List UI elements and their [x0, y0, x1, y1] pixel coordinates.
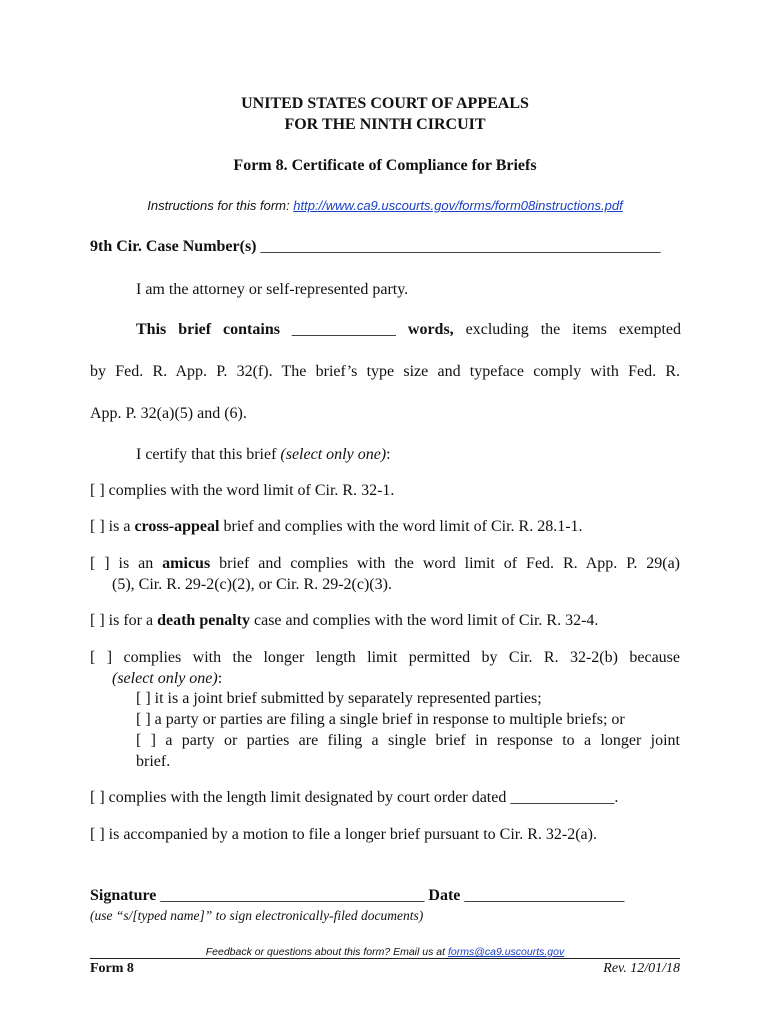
- word-count-bold-1: This brief contains: [136, 321, 280, 338]
- option-death-penalty-post: case and complies with the word limit of Cir. R. 32-4.: [254, 612, 599, 629]
- form-title: Form 8. Certificate of Compliance for Briefs: [233, 157, 537, 174]
- sub-option-multiple-briefs[interactable]: [ ] a party or parties are filing a single brief in response to multiple briefs; or: [136, 711, 625, 728]
- option-death-penalty-pre: [ ] is for a: [90, 612, 154, 629]
- option-cross-appeal[interactable]: [90, 518, 583, 536]
- certify-line: [136, 446, 391, 464]
- option-death-penalty[interactable]: [90, 612, 598, 630]
- option-amicus-bold: amicus: [162, 555, 211, 572]
- certify-select: (select only one): [280, 446, 387, 463]
- instructions-label: Instructions for this form:: [147, 198, 290, 213]
- option-amicus-pre: [ ] is an: [90, 555, 154, 572]
- option-amicus-post: brief and complies with the word limit of Fed. R. App. P. 29(a): [219, 555, 681, 572]
- footer-form-label: Form 8: [90, 961, 134, 976]
- option-longer-limit-select: [112, 670, 222, 688]
- case-number-field[interactable]: __________________________________________________: [260, 238, 661, 255]
- option-word-limit[interactable]: [ ] complies with the word limit of Cir. R. 32-1.: [90, 482, 395, 499]
- type-size-line-2: App. P. 32(a)(5) and (6).: [90, 405, 247, 422]
- option-longer-limit[interactable]: [ ] complies with the longer length limit permitted by Cir. R. 32-2(b) because: [90, 649, 680, 666]
- certify-colon: :: [386, 446, 391, 463]
- option-amicus-line2: (5), Cir. R. 29-2(c)(2), or Cir. R. 29-2(c)(3).: [112, 576, 392, 593]
- certify-text: I certify that this brief: [136, 446, 277, 463]
- footer-divider: [90, 958, 680, 959]
- signature-note: (use “s/[typed name]” to sign electronically-filed documents): [90, 908, 424, 923]
- option-amicus[interactable]: [90, 555, 680, 573]
- sub-option-longer-joint-brief[interactable]: [ ] a party or parties are filing a single brief in response to a longer joint: [136, 732, 680, 749]
- option-motion[interactable]: [ ] is accompanied by a motion to file a longer brief pursuant to Cir. R. 32-2(a).: [90, 826, 597, 843]
- word-count-field[interactable]: _____________: [291, 321, 396, 338]
- sub-option-joint-brief[interactable]: [ ] it is a joint brief submitted by separately represented parties;: [136, 690, 542, 707]
- word-count-rest: excluding the items exempted: [465, 321, 682, 338]
- instructions-link[interactable]: http://www.ca9.uscourts.gov/forms/form08instructions.pdf: [293, 198, 623, 213]
- date-field[interactable]: ____________________: [464, 887, 625, 904]
- court-name-line1: UNITED STATES COURT OF APPEALS: [241, 95, 529, 112]
- option-cross-appeal-post: brief and complies with the word limit of Cir. R. 28.1-1.: [223, 518, 583, 535]
- type-size-line: by Fed. R. App. P. 32(f). The brief’s type size and typeface comply with Fed. R.: [90, 363, 680, 380]
- feedback-email-link[interactable]: forms@ca9.uscourts.gov: [447, 946, 565, 958]
- word-count-bold-2: words,: [407, 321, 454, 338]
- case-number-label: 9th Cir. Case Number(s): [90, 238, 257, 255]
- footer-revision: Rev. 12/01/18: [603, 961, 680, 976]
- feedback-text: Feedback or questions about this form? Email us at: [205, 946, 446, 958]
- option-court-order[interactable]: [ ] complies with the length limit designated by court order dated _____________.: [90, 789, 619, 806]
- longer-limit-colon: :: [217, 670, 223, 687]
- word-count-line: [136, 321, 681, 339]
- option-death-penalty-bold: death penalty: [157, 612, 250, 629]
- sub-option-longer-joint-brief-line2: brief.: [136, 753, 171, 770]
- option-cross-appeal-bold: cross-appeal: [134, 518, 220, 535]
- signature-label: Signature: [90, 887, 157, 904]
- court-name-line2: FOR THE NINTH CIRCUIT: [284, 116, 486, 133]
- option-cross-appeal-pre: [ ] is a: [90, 518, 131, 535]
- signature-field[interactable]: _________________________________: [160, 887, 425, 904]
- case-number-line: [90, 238, 661, 256]
- signature-line: [90, 887, 624, 905]
- instructions-line: [0, 198, 770, 213]
- longer-limit-select-text: (select only one): [112, 670, 218, 687]
- feedback-line: [0, 946, 770, 958]
- attorney-statement: I am the attorney or self-represented party.: [136, 281, 409, 298]
- date-label: Date: [428, 887, 461, 904]
